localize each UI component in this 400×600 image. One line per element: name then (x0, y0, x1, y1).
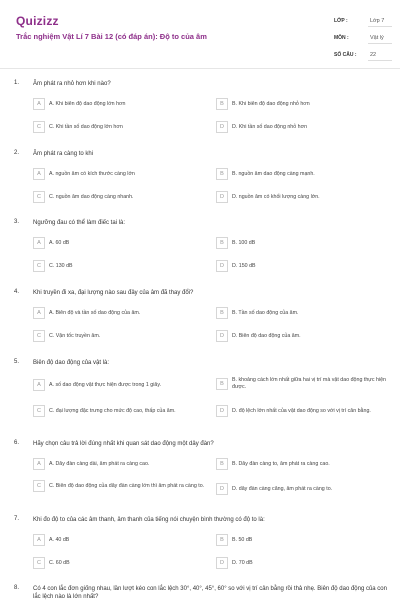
option-text: C. 60 dB (49, 559, 70, 566)
option-letter: D (216, 260, 228, 272)
meta-class-label: LỚP : (334, 18, 348, 24)
meta-class (334, 14, 392, 28)
answer-option[interactable] (216, 534, 388, 546)
option-letter: C (33, 191, 45, 203)
option-letter: C (33, 121, 45, 133)
quiz-meta (334, 14, 392, 65)
answer-option[interactable] (216, 405, 388, 417)
answer-option[interactable] (216, 260, 388, 272)
option-text: C. 130 dB (49, 262, 73, 269)
answer-option[interactable] (216, 483, 388, 495)
answer-option[interactable] (216, 330, 388, 342)
option-letter: C (33, 330, 45, 342)
answer-option[interactable] (33, 480, 208, 492)
option-text: A. nguồn âm có kích thước càng lớn (49, 170, 135, 177)
question-text: Khi đo độ to của các âm thanh, âm thanh của tiếng nói chuyện bình thường có độ to là: (33, 517, 265, 523)
option-text: B. Khi biên độ dao động nhỏ hơn (232, 100, 310, 107)
question-number: 1. (14, 80, 20, 86)
question-number: 3. (14, 219, 20, 225)
option-text: C. Biên độ dao động của dây đàn càng lớn thì âm phát ra càng to. (49, 482, 205, 489)
answer-option[interactable] (33, 191, 208, 203)
answer-option[interactable] (33, 98, 208, 110)
question-text: Âm phát ra càng to khi (33, 151, 94, 157)
option-letter: A (33, 379, 45, 391)
question-text: Âm phát ra nhỏ hơn khi nào? (33, 81, 111, 87)
option-letter: C (33, 557, 45, 569)
question-text: Hãy chọn câu trả lời đúng nhất khi quan sát dao động một dây đàn? (33, 441, 214, 447)
option-text: D. Biên độ dao động của âm. (232, 332, 301, 339)
option-text: D. độ lệch lớn nhất của vật dao động so với vị trí cân bằng. (232, 407, 371, 414)
option-text: A. Khi biên độ dao động lớn hơn (49, 100, 126, 107)
answer-option[interactable] (216, 98, 388, 110)
answer-option[interactable] (33, 121, 208, 133)
option-text: B. khoảng cách lớn nhất giữa hai vị trí mà vật dao động thực hiện được. (232, 377, 386, 390)
question (0, 219, 400, 269)
answer-option[interactable] (33, 237, 208, 249)
option-text: B. 50 dB (232, 536, 253, 543)
page-title: Trắc nghiệm Vật Lí 7 Bài 12 (có đáp án): Độ to của âm (16, 32, 207, 41)
question (0, 289, 400, 339)
option-letter: D (216, 121, 228, 133)
header-divider (0, 68, 400, 69)
option-text: C. Vận tốc truyền âm. (49, 332, 101, 339)
question-text: Khi truyền đi xa, đại lượng nào sau đây của âm đã thay đổi? (33, 290, 194, 296)
option-letter: A (33, 168, 45, 180)
meta-count (334, 48, 392, 62)
answer-option[interactable] (33, 168, 208, 180)
option-letter: C (33, 480, 45, 492)
option-text: B. nguồn âm dao động càng mạnh. (232, 170, 315, 177)
meta-count-label: SỐ CÂU : (334, 52, 357, 58)
question-text: Biên độ dao động của vật là: (33, 360, 110, 366)
question-number: 7. (14, 516, 20, 522)
answer-option[interactable] (216, 121, 388, 133)
question-text: Có 4 con lắc đơn giống nhau, lần lượt kéo con lắc lệch 30°, 40°, 45°, 60° so với vị trí cân bằng rồi thả nhẹ. Biên độ dao động của con lắc lệch nào là lớn nhất? (33, 586, 387, 600)
question-number: 5. (14, 359, 20, 365)
question (0, 585, 400, 599)
option-text: D. dây đàn càng căng, âm phát ra càng to. (232, 485, 333, 492)
answer-option[interactable] (216, 168, 388, 180)
option-letter: A (33, 237, 45, 249)
meta-count-value: 22 (368, 50, 392, 61)
option-text: A. 60 dB (49, 239, 70, 246)
option-letter: B (216, 307, 228, 319)
option-letter: B (216, 458, 228, 470)
answer-option[interactable] (33, 379, 208, 391)
option-letter: B (216, 534, 228, 546)
meta-subject-label: MÔN : (334, 35, 349, 41)
option-letter: A (33, 534, 45, 546)
meta-subject-value: Vật lý (368, 33, 392, 44)
question (0, 150, 400, 200)
option-text: C. nguồn âm dao động càng nhanh. (49, 193, 134, 200)
meta-subject (334, 31, 392, 45)
question (0, 80, 400, 130)
answer-option[interactable] (216, 557, 388, 569)
option-text: D. nguồn âm có khối lượng càng lớn. (232, 193, 320, 200)
answer-option[interactable] (33, 557, 208, 569)
option-letter: A (33, 458, 45, 470)
option-letter: D (216, 330, 228, 342)
option-letter: B (216, 168, 228, 180)
option-letter: A (33, 98, 45, 110)
option-letter: B (216, 378, 228, 390)
question-number: 2. (14, 150, 20, 156)
option-letter: D (216, 405, 228, 417)
answer-option[interactable] (33, 405, 208, 417)
option-letter: C (33, 405, 45, 417)
answer-option[interactable] (33, 307, 208, 319)
question (0, 359, 400, 414)
option-letter: B (216, 98, 228, 110)
option-text: A. số dao động vật thực hiện được trong 1 giây. (49, 381, 162, 388)
option-text: A. Biên độ và tần số dao động của âm. (49, 309, 141, 316)
question (0, 440, 400, 492)
answer-option[interactable] (216, 458, 388, 470)
option-text: C. đại lượng đặc trưng cho mức độ cao, thấp của âm. (49, 407, 176, 414)
answer-option[interactable] (216, 307, 388, 319)
option-text: D. Khi tần số dao động nhỏ hơn (232, 123, 308, 130)
question-number: 6. (14, 440, 20, 446)
quizizz-logo: Quizizz (16, 14, 59, 28)
question (0, 516, 400, 566)
option-text: D. 150 dB (232, 262, 256, 269)
answer-option[interactable] (33, 330, 208, 342)
answer-option[interactable] (216, 191, 388, 203)
option-text: B. 100 dB (232, 239, 256, 246)
page-header (0, 0, 400, 68)
answer-option[interactable] (33, 260, 208, 272)
answer-option[interactable] (216, 237, 388, 249)
option-letter: C (33, 260, 45, 272)
question-number: 8. (14, 585, 20, 591)
option-text: B. Tần số dao động của âm. (232, 309, 299, 316)
option-letter: D (216, 557, 228, 569)
question-text: Ngưỡng đau có thể làm điếc tai là: (33, 220, 126, 226)
option-text: A. Dây đàn càng dài, âm phát ra càng cao. (49, 460, 150, 467)
option-text: D. 70 dB (232, 559, 253, 566)
option-letter: A (33, 307, 45, 319)
answer-option[interactable] (33, 534, 208, 546)
answer-option[interactable] (216, 377, 388, 391)
question-number: 4. (14, 289, 20, 295)
meta-class-value: Lớp 7 (368, 16, 392, 27)
option-text: C. Khi tần số dao động lớn hơn (49, 123, 123, 130)
option-letter: B (216, 237, 228, 249)
option-text: B. Dây đàn càng to, âm phát ra càng cao. (232, 460, 330, 467)
option-letter: D (216, 191, 228, 203)
option-text: A. 40 dB (49, 536, 70, 543)
answer-option[interactable] (33, 458, 208, 470)
option-letter: D (216, 483, 228, 495)
